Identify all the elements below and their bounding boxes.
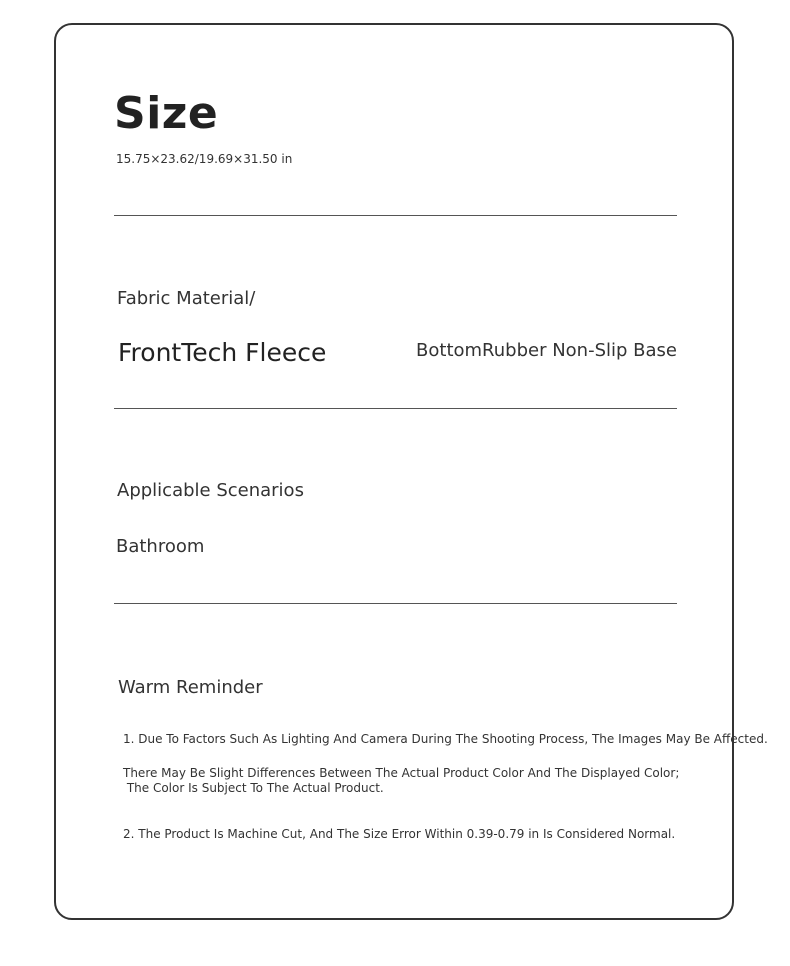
divider (114, 215, 677, 216)
bottom-material-value: BottomRubber Non-Slip Base (416, 340, 677, 361)
scenarios-value: Bathroom (116, 536, 205, 557)
size-heading: Size (114, 88, 219, 139)
divider (114, 603, 677, 604)
scenarios-label: Applicable Scenarios (117, 480, 304, 501)
fabric-material-label: Fabric Material/ (117, 288, 256, 309)
reminder-note-2: 2. The Product Is Machine Cut, And The Size Error Within 0.39-0.79 in Is Considered Normal. (123, 827, 676, 841)
reminder-note-color: There May Be Slight Differences Between The Actual Product Color And The Displayed Color; The Color Is Subject To The Actual Product. (123, 766, 680, 795)
warm-reminder-label: Warm Reminder (118, 677, 263, 698)
front-material-value: FrontTech Fleece (118, 338, 327, 367)
reminder-note-1: 1. Due To Factors Such As Lighting And Camera During The Shooting Process, The Images May Be Affected. (123, 732, 768, 746)
size-value: 15.75×23.62/19.69×31.50 in (116, 152, 293, 166)
divider (114, 408, 677, 409)
